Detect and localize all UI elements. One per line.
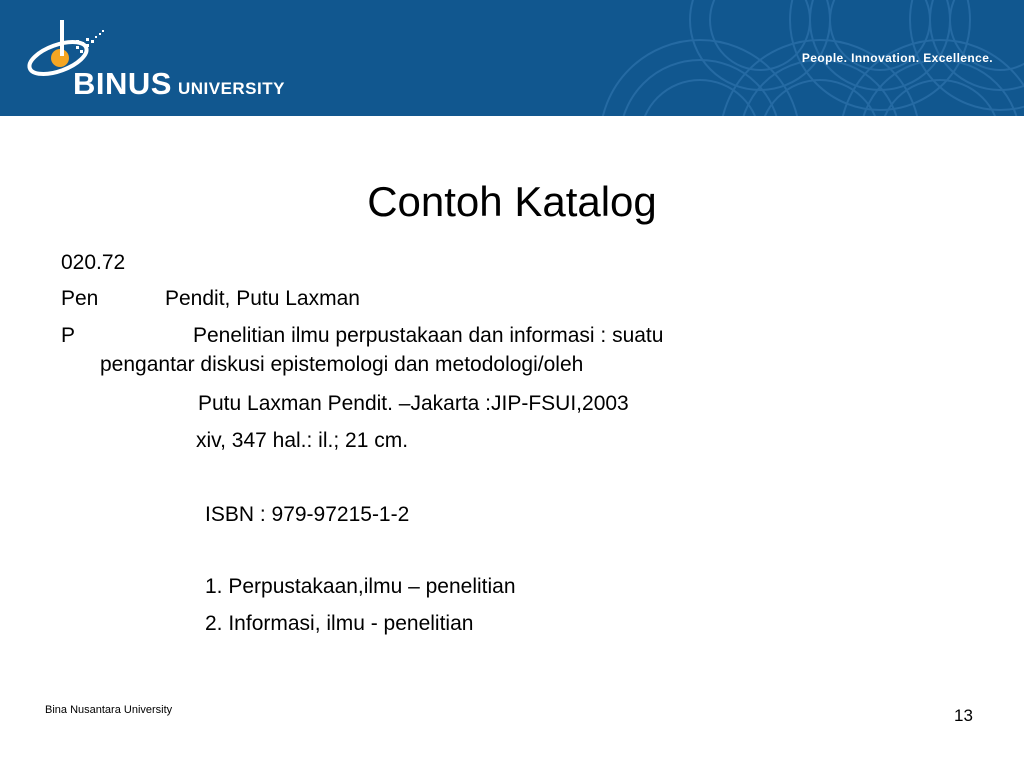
author-name: Pendit, Putu Laxman — [165, 287, 360, 310]
author-code: Pen — [61, 287, 99, 310]
header-banner — [0, 0, 1024, 116]
subject-2: 2. Informasi, ilmu - penelitian — [205, 612, 474, 635]
isbn: ISBN : 979-97215-1-2 — [205, 503, 410, 526]
book-title-line1: Penelitian ilmu perpustakaan dan informasi : suatu — [193, 324, 664, 347]
collation: xiv, 347 hal.: il.; 21 cm. — [196, 429, 409, 452]
tagline: People. Innovation. Excellence. — [801, 51, 993, 65]
book-title-line2: pengantar diskusi epistemologi dan metodologi/oleh — [100, 353, 584, 376]
page-number: 13 — [954, 706, 973, 725]
publication-info: Putu Laxman Pendit. –Jakarta :JIP-FSUI,2003 — [198, 392, 629, 415]
footer-institution: Bina Nusantara University — [45, 704, 173, 716]
binus-logo — [0, 0, 320, 116]
slide-title: Contoh Katalog — [367, 178, 657, 225]
subject-1: 1. Perpustakaan,ilmu – penelitian — [205, 575, 516, 598]
call-number: 020.72 — [61, 251, 126, 274]
logo-suffix: UNIVERSITY — [177, 79, 285, 98]
logo-wordmark: BINUS — [73, 66, 172, 101]
title-code: P — [61, 324, 76, 347]
